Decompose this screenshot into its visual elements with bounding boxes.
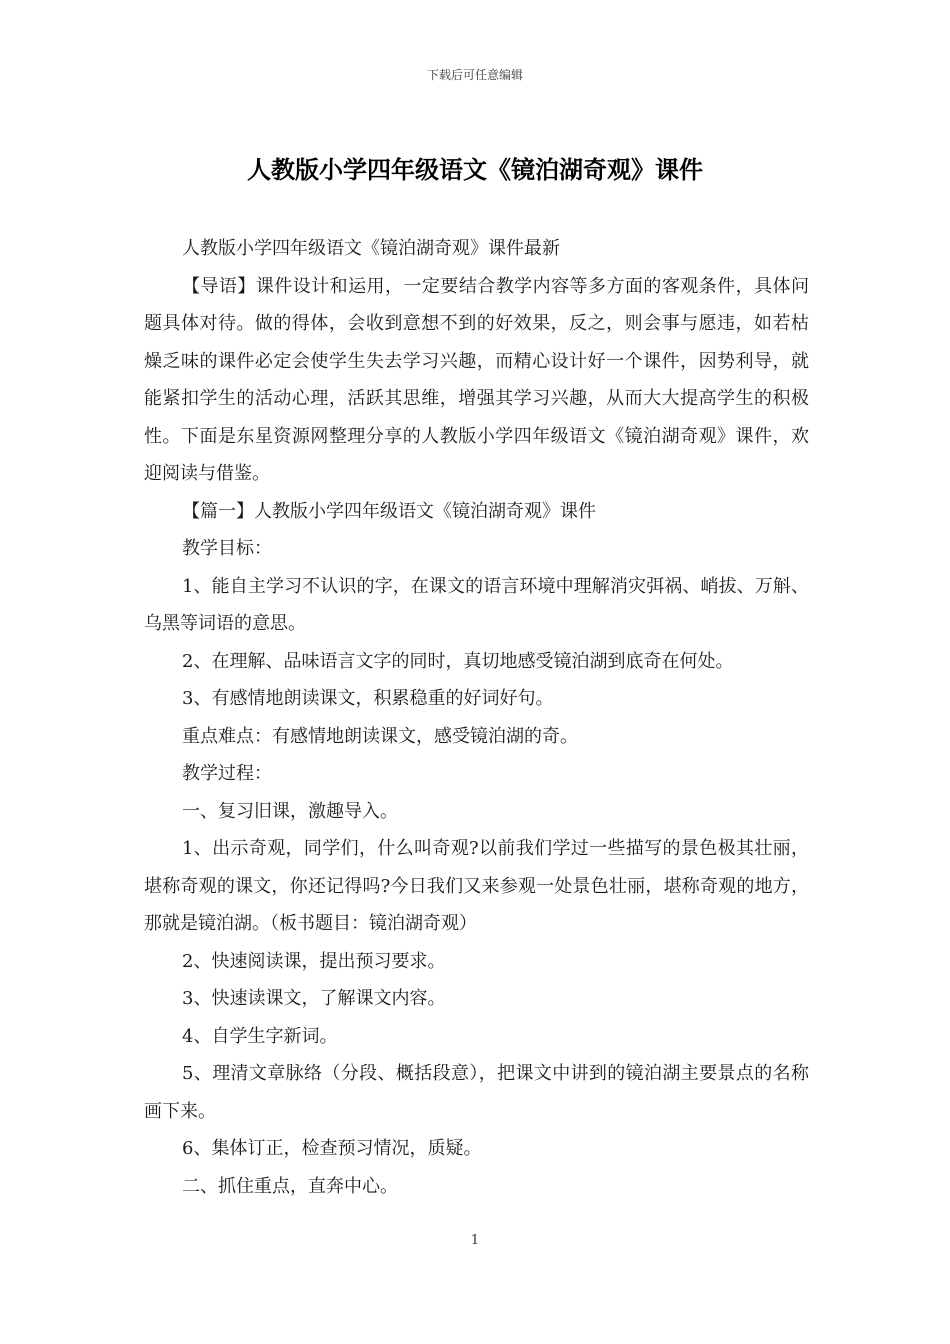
paragraph: 3、快速读课文，了解课文内容。 (182, 988, 446, 1009)
paragraph: 二、抓住重点，直奔中心。 (182, 1175, 398, 1197)
paragraph: 教学目标： (182, 538, 272, 559)
paragraph: 6、集体订正，检查预习情况，质疑。 (182, 1138, 482, 1159)
paragraph: 3、有感情地朗读课文，积累稳重的好词好句。 (182, 688, 554, 709)
header-note: 下载后可任意编辑 (426, 68, 523, 82)
paragraph: 1、出示奇观，同学们，什么叫奇观?以前我们学过一些描写的景色极其壮丽，堪称奇观的课文，你还记得吗?今日我们又来参观一处景色壮丽，堪称奇观的地方，那就是镜泊湖。（板书题目：镜泊湖奇观） (144, 838, 809, 934)
paragraph: 【篇一】人教版小学四年级语文《镜泊湖奇观》课件 (182, 500, 596, 522)
page-number: 1 (470, 1233, 480, 1248)
paragraph: 4、自学生字新词。 (182, 1025, 338, 1047)
paragraph: 【导语】课件设计和运用，一定要结合教学内容等多方面的客观条件，具体问题具体对待。做的得体，会收到意想不到的好效果，反之，则会事与愿违，如若枯燥乏味的课件必定会使学生失去学习兴趣，而精心设计好一个课件，因势利导，就能紧扣学生的活动心理，活跃其思维，增强其学习兴趣，从而大大提高学生的积极性。下面是东星资源网整理分享的人教版小学四年级语文《镜泊湖奇观》课件，欢迎阅读与借鉴。 (144, 275, 809, 484)
paragraph: 1、能自主学习不认识的字，在课文的语言环境中理解消灾弭祸、峭拔、万斛、乌黑等词语的意思。 (144, 575, 809, 634)
document-body (144, 230, 809, 1205)
paragraph: 重点难点：有感情地朗读课文，感受镜泊湖的奇。 (182, 725, 578, 747)
paragraph: 教学过程： (182, 763, 272, 784)
paragraph: 一、复习旧课，激趣导入。 (182, 800, 398, 822)
paragraph: 5、理清文章脉络（分段、概括段意），把课文中讲到的镜泊湖主要景点的名称画下来。 (144, 1063, 809, 1122)
paragraph: 2、快速阅读课，提出预习要求。 (182, 950, 446, 972)
paragraph: 人教版小学四年级语文《镜泊湖奇观》课件最新 (182, 238, 560, 259)
paragraph: 2、在理解、品味语言文字的同时，真切地感受镜泊湖到底奇在何处。 (182, 650, 734, 672)
document-title: 人教版小学四年级语文《镜泊湖奇观》课件 (247, 155, 703, 184)
